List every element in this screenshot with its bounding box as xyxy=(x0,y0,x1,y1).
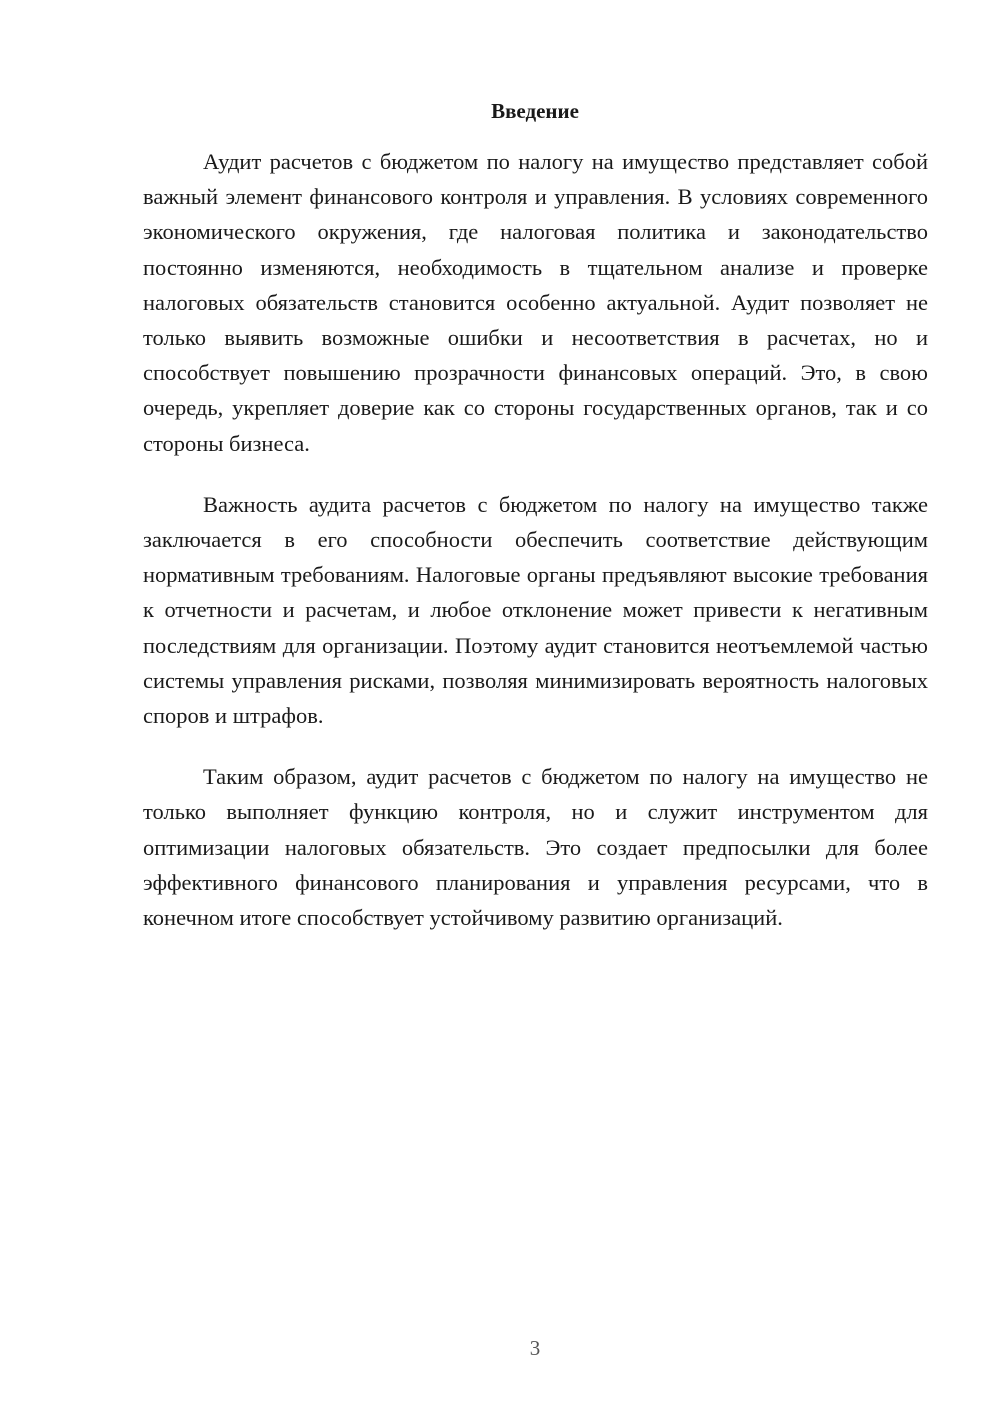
paragraph-2: Важность аудита расчетов с бюджетом по налогу на имущество также заключается в его способности обеспечить соответствие действующим нормативным требованиям. Налоговые органы предъявляют высокие требования к отчетности и расчетам, и любое отклонение может привести к негативным последствиям для организации. Поэтому аудит становится неотъемлемой частью системы управления рисками, позволяя минимизировать вероятность налоговых споров и штрафов. xyxy=(143,491,928,729)
paragraph-1: Аудит расчетов с бюджетом по налогу на имущество представляет собой важный элемент финансового контроля и управления. В условиях современного экономического окружения, где налоговая политика и законодательство постоянно изменяются, необходимость в тщательном анализе и проверке налоговых обязательств становится особенно актуальной. Аудит позволяет не только выявить возможные ошибки и несоответствия в расчетах, но и способствует повышению прозрачности финансовых операций. Это, в свою очередь, укрепляет доверие как со стороны государственных органов, так и со стороны бизнеса. xyxy=(143,149,928,456)
section-heading: Введение xyxy=(491,99,579,123)
body-text xyxy=(143,144,928,961)
paragraph-3: Таким образом, аудит расчетов с бюджетом по налогу на имущество не только выполняет функцию контроля, но и служит инструментом для оптимизации налоговых обязательств. Это создает предпосылки для более эффективного финансового планирования и управления ресурсами, что в конечном итоге способствует устойчивому развитию организаций. xyxy=(143,764,928,931)
page-number: 3 xyxy=(529,1336,541,1360)
